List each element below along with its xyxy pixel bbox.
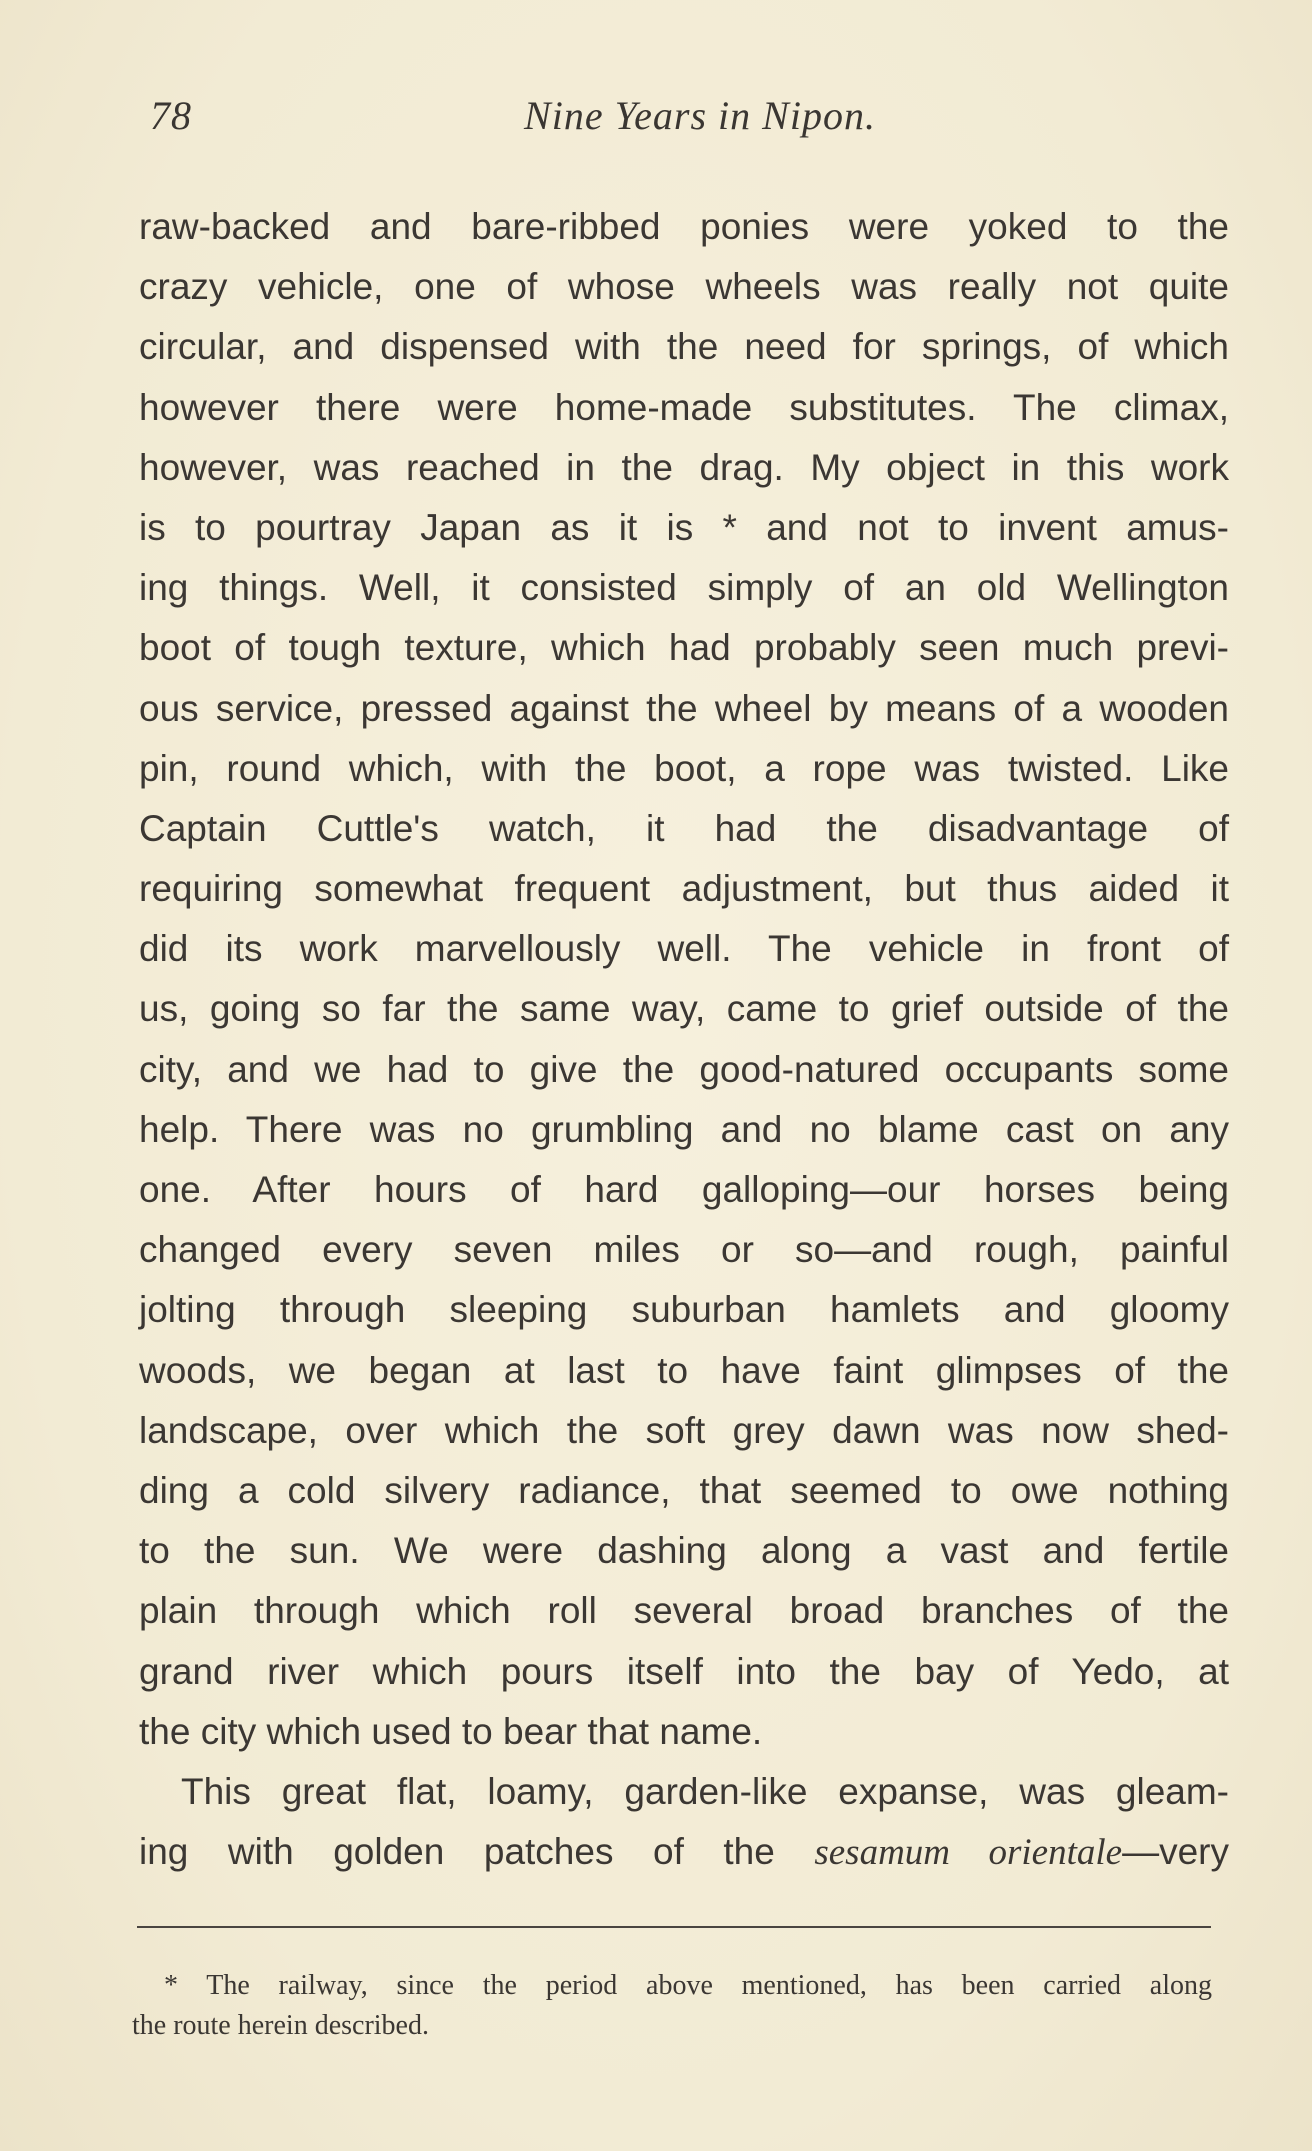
page-number: 78 bbox=[150, 93, 192, 138]
text-line: circular, and dispensed with the need for springs, of which bbox=[139, 326, 1229, 368]
text-line: landscape, over which the soft grey dawn was now shed- bbox=[139, 1409, 1229, 1451]
text-line: plain through which roll several broad branches of the bbox=[139, 1590, 1229, 1632]
text-line: jolting through sleeping suburban hamlets and gloomy bbox=[139, 1289, 1229, 1331]
footnote bbox=[132, 1966, 1212, 2046]
text-line: city, and we had to give the good-natured occupants some bbox=[139, 1048, 1229, 1090]
text-segment: ing with golden patches of the bbox=[139, 1831, 815, 1873]
footnote-divider bbox=[137, 1926, 1211, 1928]
text-line: us, going so far the same way, came to grief outside of the bbox=[139, 988, 1229, 1030]
text-line: however, was reached in the drag. My object in this work bbox=[139, 446, 1229, 488]
text-line: is to pourtray Japan as it is * and not to invent amus- bbox=[139, 506, 1229, 548]
text-line: however there were home-made substitutes. The climax, bbox=[139, 386, 1229, 428]
page-header bbox=[150, 92, 1220, 152]
text-line: raw-backed and bare-ribbed ponies were yoked to the bbox=[139, 206, 1229, 247]
text-line: help. There was no grumbling and no blame cast on any bbox=[139, 1108, 1229, 1150]
text-line: requiring somewhat frequent adjustment, but thus aided it bbox=[139, 868, 1229, 910]
paragraph-start-line: This great flat, loamy, garden-like expanse, was gleam- bbox=[181, 1770, 1229, 1812]
text-segment: —very bbox=[1122, 1831, 1229, 1873]
text-line: ing things. Well, it consisted simply of an old Wellington bbox=[139, 567, 1229, 609]
text-line: pin, round which, with the boot, a rope was twisted. Like bbox=[139, 747, 1229, 789]
paragraph-end-line: the city which used to bear that name. bbox=[139, 1710, 763, 1752]
text-line: woods, we began at last to have faint glimpses of the bbox=[139, 1349, 1229, 1391]
text-line: did its work marvellously well. The vehicle in front of bbox=[139, 928, 1229, 970]
footnote-line: * The railway, since the period above mentioned, has been carried along bbox=[164, 1970, 1212, 2001]
text-line: changed every seven miles or so—and rough, painful bbox=[139, 1229, 1229, 1271]
text-line: boot of tough texture, which had probably seen much previ- bbox=[139, 627, 1229, 669]
text-line: ding a cold silvery radiance, that seemed to owe nothing bbox=[139, 1469, 1229, 1511]
text-line: to the sun. We were dashing along a vast and fertile bbox=[139, 1530, 1229, 1572]
text-line-final bbox=[139, 1822, 1229, 1882]
running-title: Nine Years in Nipon. bbox=[524, 93, 876, 138]
body-text bbox=[139, 197, 1229, 1882]
text-line: one. After hours of hard galloping—our horses being bbox=[139, 1169, 1229, 1210]
italic-term: sesamum orientale bbox=[814, 1832, 1123, 1874]
text-line: grand river which pours itself into the bay of Yedo, at bbox=[139, 1650, 1229, 1692]
text-line: ous service, pressed against the wheel by means of a wooden bbox=[139, 687, 1229, 729]
text-line: Captain Cuttle's watch, it had the disadvantage of bbox=[139, 807, 1229, 849]
footnote-line: the route herein described. bbox=[132, 2010, 429, 2041]
text-line: crazy vehicle, one of whose wheels was really not quite bbox=[139, 266, 1229, 308]
